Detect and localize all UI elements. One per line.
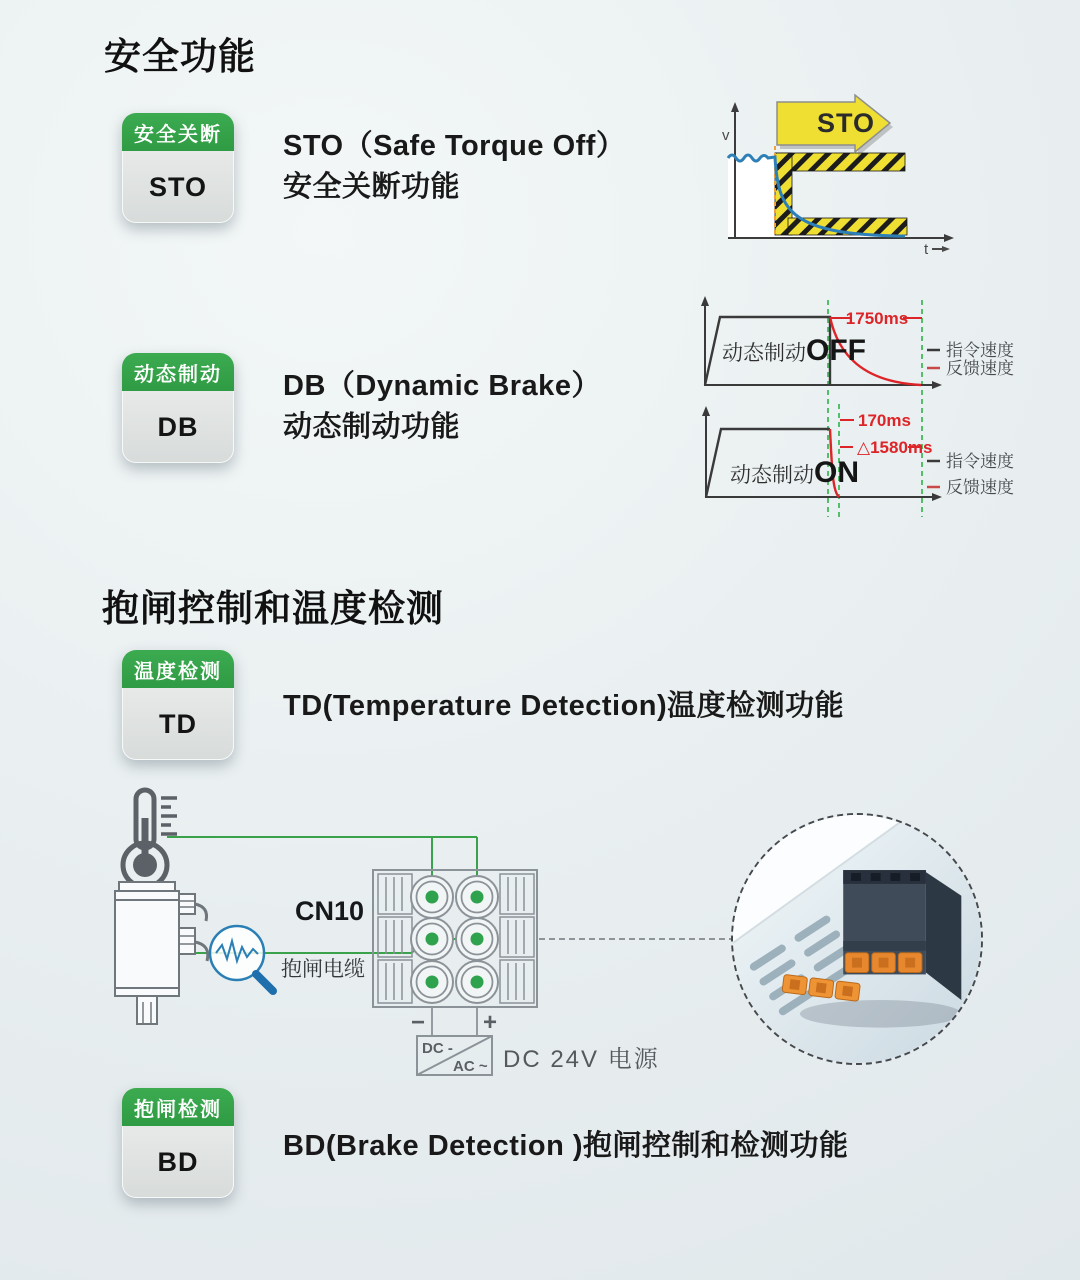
db-on-time-brake-label: 170ms — [858, 411, 911, 430]
wiring-diagram — [95, 778, 775, 1088]
sto-arrow-label: STO — [816, 108, 876, 138]
psu-ac-label: AC ~ — [453, 1058, 488, 1075]
brake-section-heading: 抱闸控制和温度检测 — [102, 588, 444, 629]
connector-photo — [733, 815, 981, 1063]
db-badge-code: DB — [157, 411, 199, 442]
bd-badge-code: BD — [157, 1146, 199, 1177]
safety-section-heading: 安全功能 — [104, 36, 256, 77]
sto-badge-tag: 安全关断 — [122, 113, 234, 151]
td-badge-tag: 温度检测 — [122, 650, 234, 688]
sto-figure — [688, 88, 978, 263]
bd-badge-tag: 抱闸检测 — [122, 1088, 234, 1126]
db-on-label-state: ON — [814, 456, 859, 489]
db-off-label-prefix: 动态制动 — [722, 342, 806, 365]
sto-t-label-arrowhead — [942, 246, 950, 252]
db-description-line2: 动态制动功能 — [283, 411, 461, 443]
servo-motor-drawing — [115, 882, 208, 1024]
db-on-t-arrow — [932, 493, 942, 501]
photo-orange-clips-upper — [845, 953, 922, 973]
db-on-label-prefix: 动态制动 — [730, 464, 814, 487]
bd-description — [283, 1126, 849, 1167]
bd-badge — [122, 1088, 234, 1198]
sto-description-line2: 安全关断功能 — [283, 171, 461, 203]
sto-description — [283, 126, 625, 208]
db-off-v-arrow — [701, 296, 709, 306]
psu-dc-label: DC - — [422, 1040, 453, 1057]
db-description — [283, 366, 601, 448]
sto-description-line1: STO（Safe Torque Off） — [283, 130, 626, 162]
minus-label: − — [410, 1009, 425, 1036]
brake-cable-label: 抱闸电缆 — [281, 958, 365, 981]
db-off-legend-feedback: 反馈速度 — [946, 359, 1014, 378]
db-off-label-state: OFF — [806, 334, 866, 367]
connector-photo-circle — [731, 813, 983, 1065]
db-description-line1: DB（Dynamic Brake） — [283, 370, 601, 402]
psu-wires — [432, 1007, 477, 1036]
sto-badge-code: STO — [148, 171, 207, 202]
thermometer-icon — [123, 790, 177, 887]
db-on-legend-feedback: 反馈速度 — [946, 478, 1014, 497]
db-chart-on — [702, 406, 1014, 501]
db-chart-off — [701, 296, 1014, 389]
db-off-time-label: 1750ms — [845, 309, 909, 328]
td-badge — [122, 650, 234, 760]
db-badge-tag: 动态制动 — [122, 353, 234, 391]
db-on-legend-command: 指令速度 — [946, 452, 1014, 471]
td-description — [283, 686, 844, 727]
db-off-t-arrow — [932, 381, 942, 389]
db-on-time-delta-label: △1580ms — [857, 438, 933, 457]
db-off-legend-command: 指令速度 — [946, 341, 1014, 360]
sto-t-axis-label: t — [924, 241, 929, 258]
db-on-v-arrow — [702, 406, 710, 416]
sto-badge — [122, 113, 234, 223]
cable-magnifier-icon — [210, 926, 273, 991]
sto-t-axis-arrow — [944, 234, 954, 242]
plus-label: + — [483, 1009, 498, 1036]
sto-v-axis-label: v — [722, 127, 730, 144]
psu-label: DC 24V 电源 — [503, 1046, 660, 1073]
hazard-bar-top — [775, 153, 905, 171]
db-charts — [672, 292, 1017, 527]
db-on-legend — [927, 452, 1014, 497]
sto-v-axis-arrow — [731, 102, 739, 112]
td-description-line1: TD(Temperature Detection)温度检测功能 — [283, 690, 845, 722]
db-badge — [122, 353, 234, 463]
db-off-legend — [927, 341, 1014, 378]
photo-connector-shadow — [800, 1000, 961, 1028]
bd-description-line1: BD(Brake Detection )抱闸控制和检测功能 — [283, 1130, 849, 1162]
connector-label: CN10 — [295, 896, 365, 926]
td-badge-code: TD — [159, 708, 197, 739]
